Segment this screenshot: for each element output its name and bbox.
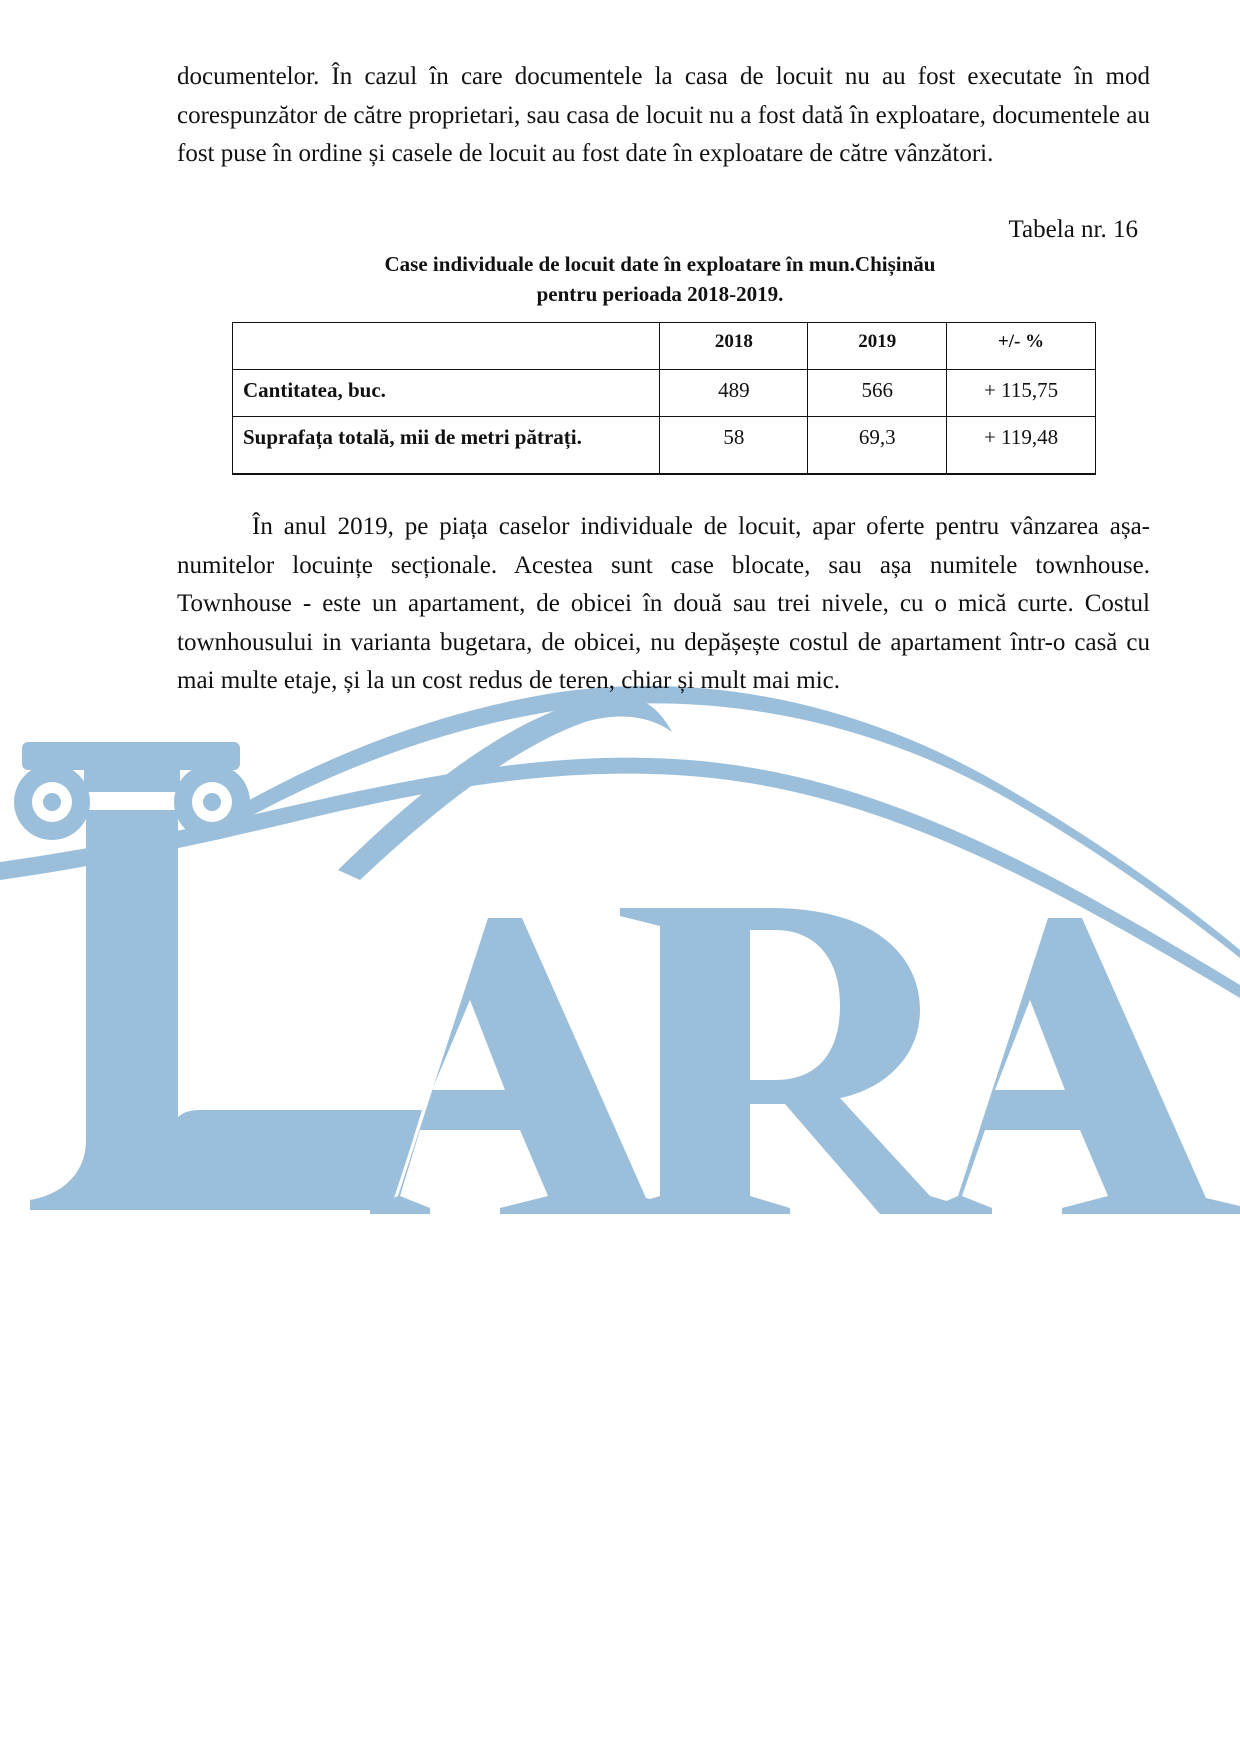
cell-2019: 566 [808, 370, 947, 417]
table-title [0, 249, 1240, 309]
table-row [233, 370, 1096, 417]
cell-2019: 69,3 [808, 417, 947, 475]
table-header-row [233, 323, 1096, 370]
letter-r-shape [620, 908, 970, 1214]
header-cell-2018: 2018 [660, 323, 808, 370]
table-title-line2: pentru perioada 2018-2019. [536, 282, 784, 306]
cell-2018: 489 [660, 370, 808, 417]
row-label: Cantitatea, buc. [233, 370, 660, 417]
header-cell-2019: 2019 [808, 323, 947, 370]
paragraph-intro: documentelor. În cazul în care documentele la casa de locuit nu au fost executate în mod corespunzător de către proprietari, sau casa de locuit nu a fost dată în exploatare, documentele au fost puse în ordine și casele de locuit au fost date în exploatare de către vânzători. [177, 63, 1150, 167]
cell-change: + 119,48 [947, 417, 1096, 475]
cell-change: + 115,75 [947, 370, 1096, 417]
row-label: Suprafața totală, mii de metri pătrați. [233, 417, 660, 475]
header-cell-empty [233, 323, 660, 370]
table-row [233, 417, 1096, 475]
table-number: Tabela nr. 16 [1008, 216, 1138, 243]
letter-a-shape [370, 918, 688, 1214]
ionic-column-icon [14, 742, 250, 1140]
table-title-line1: Case individuale de locuit date în exploatare în mun.Chișinău [384, 252, 936, 276]
header-cell-change: +/- % [947, 323, 1096, 370]
paragraph-townhouse: În anul 2019, pe piața caselor individuale de locuit, apar oferte pentru vânzarea așa-numitelor locuințe secționale. Acestea sunt case blocate, sau așa numitele townhouse. Townhouse - este un apartament, de obicei în două sau trei nivele, cu o mică curte. Costul townhousului in varianta bugetara, de obicei, nu depășește costul de apartament într-o casă cu mai multe etaje, și la un cost redus de teren, chiar și mult mai mic. [177, 513, 1150, 694]
data-table [232, 322, 1096, 475]
cell-2018: 58 [660, 417, 808, 475]
